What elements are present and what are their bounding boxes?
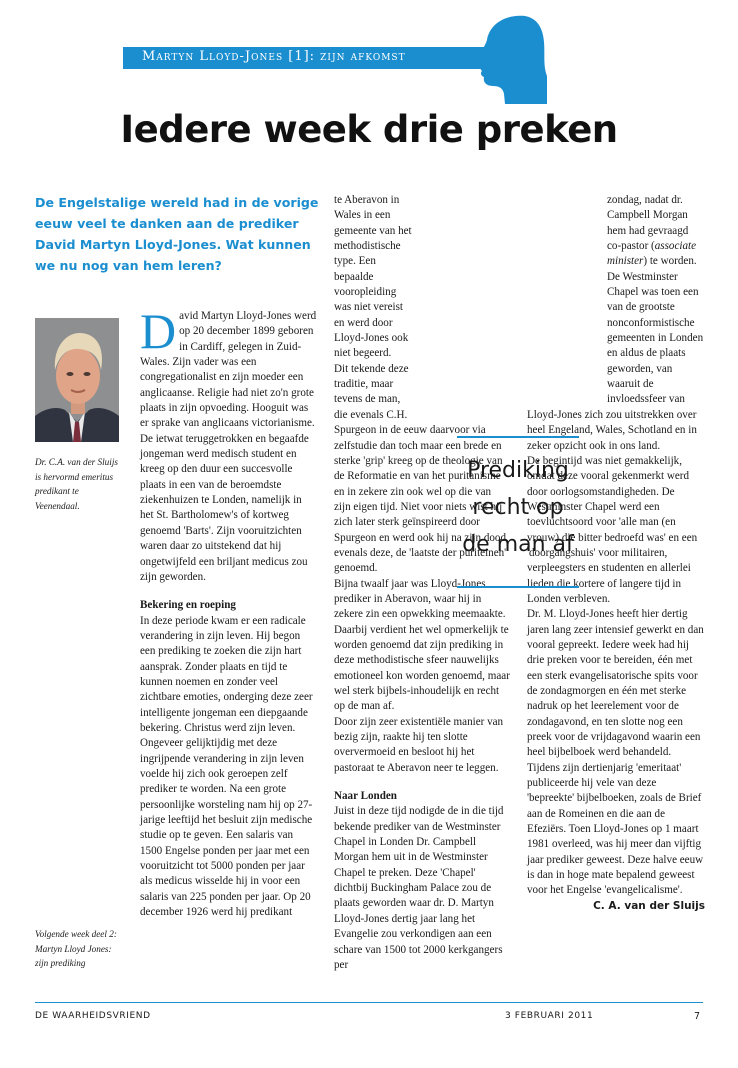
page-number: 7 (694, 1011, 701, 1022)
publication-name: DE WAARHEIDSVRIEND (35, 1011, 151, 1021)
paragraph: Ongeveer gelijktijdig met deze ingrijpende verandering in zijn leven voelde hij zich ook geroepen zelf prediker te worden. Na een grote persoonlijke worsteling nam hij op 27-jarige leeftijd het besluit zijn medische studie op te geven. Een salaris van 1500 Engelse ponden per jaar met een vooruitzicht tot 5000 ponden per jaar als medicus wisselde hij in voor een salaris van 225 ponden per jaar. Op 20 december 1926 werd hij predikant (140, 737, 313, 919)
pull-quote (457, 436, 579, 588)
issue-date: 3 FEBRUARI 2011 (505, 1011, 594, 1021)
paragraph: avid Martyn Lloyd-Jones werd op 20 december 1899 geboren in Cardiff, gelegen in Zuid-Wales. Zijn vader was een congregationalist en zijn moeder een anglicaanse. Religie had niet zo'n grote plaats in zijn opvoeding. Hooguit was er sprake van anglicaans victorianisme. (140, 310, 317, 430)
paragraph: In deze periode kwam er een radicale verandering in zijn leven. Hij begon een prediking te zoeken die zijn hart aansprak. Zonder plaats en tijd te kunnen noemen en zonder veel zichtbare emoties, onderging deze zeer intelligente jongeman een diepgaande bekering. Christus werd zijn leven. (140, 614, 313, 734)
author-photo (35, 318, 119, 442)
paragraph: Juist in deze tijd nodigde de in die tijd bekende prediker van de Westminster Chapel in Londen Dr. Campbell Morgan hem uit in de Westminster Chapel te preken. Deze 'Chapel' dichtbij Buckingham Palace zou de plaats geworden waar dr. D. Martyn Lloyd-Jones dertig jaar lang het Evangelie zou verkondigen aan een schare van 1500 tot 2000 kerkgangers per (334, 805, 504, 971)
article-column-1 (140, 303, 318, 920)
section-heading: Bekering en roeping (140, 599, 236, 612)
photo-caption: Dr. C.A. van der Sluijs is hervormd emeritus predikant te Veenendaal. (35, 457, 118, 511)
profile-head-icon (455, 14, 547, 104)
author-signature: C. A. van der Sluijs (593, 899, 705, 912)
paragraph: De Westminster Chapel was toen een van de grootste nonconformistische gemeenten in Londen en aldus de plaats geworden, van waaruit de invloedssfeer van Lloyd-Jones zich zou uitstrekken over heel Engeland, Wales, Schotland en in zeker opzicht ook in ons land. (527, 270, 704, 452)
footer-rule (35, 1002, 703, 1003)
paragraph: te Aberavon in Wales in een gemeente van het methodistische type. Een bepaalde vooropleiding was niet vereist en werd door Lloyd-Jones ook niet begeerd. (334, 194, 412, 360)
series-label: Martyn Lloyd-Jones [1]: zijn afkomst (142, 49, 406, 64)
paragraph: Bijna twaalf jaar was Lloyd-Jones prediker in Aberavon, waar hij in zekere zin een opwekking meemaakte. (334, 577, 506, 621)
next-week-notice: Volgende week deel 2: Martyn Lloyd Jones: zijn prediking (35, 929, 117, 968)
paragraph: De begintijd was niet gemakkelijk, omdat deze vooral gekenmerkt werd door oorlogsomstandigheden. De Westminster Chapel werd een toevluchtsoord voor 'alle man (en vrouw) die bitter bedroefd was' en een 'doorgangshuis' voor militairen, verpleegsters en studenten en allerlei lieden die kortere of langere tijd in Londen verbleven. (527, 454, 698, 605)
paragraph: Tijdens zijn dertienjarig 'emeritaat' publiceerde hij vele van deze 'bepreekte' bijbelboeken, zoals de Brief aan de Romeinen en die aan de Efeziërs. Toen Lloyd-Jones op 1 maart 1981 overleed, was hij meer dan vijftig jaar prediker geweest. Deze halve eeuw is dan in hoge mate bepalend geweest voor het Engelse 'evangelicalisme'. (527, 761, 704, 897)
section-heading: Naar Londen (334, 790, 397, 803)
italic-term: associate minister (607, 240, 697, 268)
drop-cap: D (140, 303, 177, 359)
article-lead: De Engelstalige wereld had in de vorige eeuw veel te danken aan de prediker David Martyn Lloyd-Jones. Wat kunnen we nu nog van hem leren? (35, 195, 319, 273)
paragraph: De ietwat teruggetrokken en begaafde jongeman werd medisch student en kreeg op den duur een succesvolle plaats in een van de beroemdste ziekenhuizen te Londen, namelijk in het St. Bartholomew's of kortweg genoemd 'Barts'. Zijn vooruitzichten waren daar zo uitstekend dat hij ongetwijfeld een briljant medicus zou zijn geworden. (140, 432, 309, 583)
paragraph: Daarbij verdient het wel opmerkelijk te worden genoemd dat zijn prediking in deze methodistische sfeer nauwelijks emotioneel kon worden genoemd, maar wel sterk bijbels-inhoudelijk en recht op de man af. (334, 623, 510, 713)
pull-quote-text: Prediking recht op de man af (462, 458, 574, 557)
article-title: Iedere week drie preken (120, 108, 618, 151)
paragraph: Door zijn zeer existentiële manier van bezig zijn, raakte hij ten slotte oververmoeid en besloot hij het pastoraat te Aberavon neer te leggen. (334, 715, 504, 774)
paragraph: Dit tekende deze traditie, maar tevens de man, die evenals C.H. Spurgeon in de eeuw daarvoor via zelfstudie dan toch maar een brede en sterke 'grip' kreeg op de theologie van de Reformatie en van het puritanisme en in zekere zin ook wel op die van zijn eigen tijd. Niet voor niets wist hij zich later sterk geïnspireerd door Spurgeon en werd ook hij na zijn dood, evenals deze, de 'laatste der puriteinen' genoemd. (334, 362, 509, 575)
paragraph: zondag, nadat dr. Campbell Morgan hem had gevraagd co-pastor (associate minister) te worden. (607, 194, 697, 268)
paragraph: Dr. M. Lloyd-Jones heeft hier dertig jaren lang zeer intensief gewerkt en dan vooral gepreekt. Iedere week had hij drie preken voor te bereiden, één met een sterk evangelisatorische spits voor de zondagmorgen en één met sterke nadruk op het leerelement voor de zondagavond, en ten slotte nog een preek voor de vrijdagavond waarin een heel bijbelboek werd behandeld. (527, 608, 704, 759)
